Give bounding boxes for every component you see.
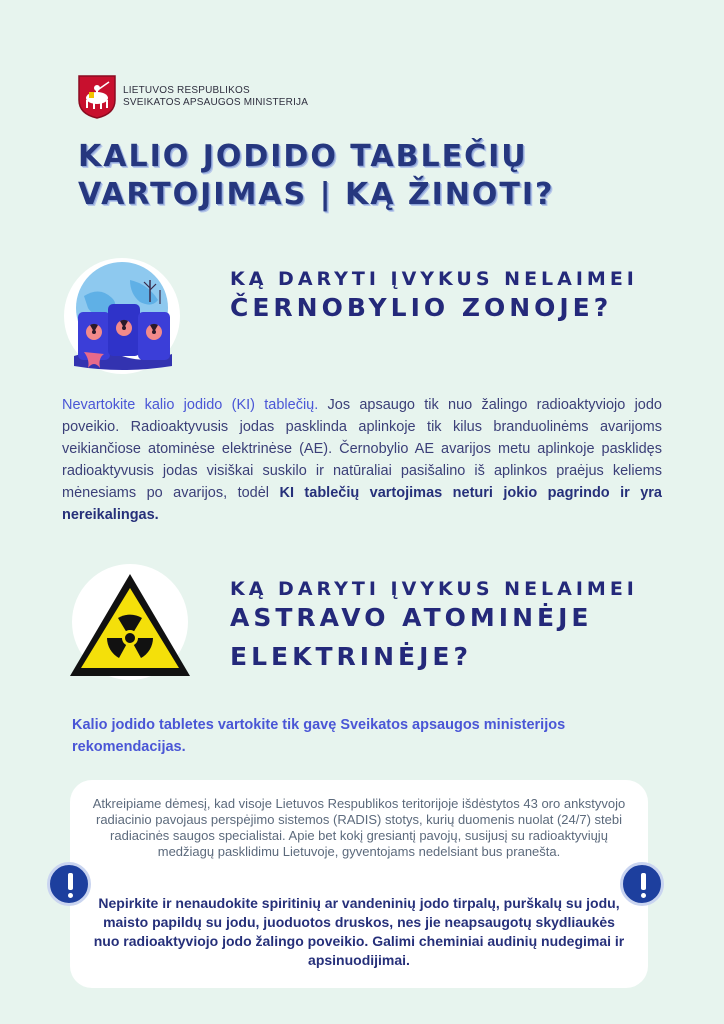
astravas-instruction: Kalio jodido tabletes vartokite tik gavę Sveikatos apsaugos ministerijos rekomendacijas. (72, 717, 566, 755)
chernobyl-lead: Nevartokite kalio jodido (KI) tablečių. (62, 397, 319, 413)
radiation-warning-triangle-icon (70, 562, 200, 686)
notice-card (70, 780, 648, 988)
astravas-heading-line-2: ASTRAVO ATOMINĖJE (230, 603, 593, 632)
ministry-line-2: SVEIKATOS APSAUGOS MINISTERIJA (123, 97, 309, 108)
exclamation-bar (641, 873, 646, 890)
exclamation-icon (620, 862, 664, 906)
exclamation-icon (47, 862, 91, 906)
exclamation-dot (68, 893, 73, 898)
chernobyl-body (62, 394, 662, 526)
ministry-header (77, 74, 308, 120)
chernobyl-body-text: Jos apsaugo tik nuo žalingo radioaktyviojo jodo poveikio. Radioaktyvusis jodas pasklinda aplinkoje tik kilus branduolinėms avarijoms veikiančiose atominėse elektrinėse (AE). Černobylio AE avarijos metu aplinkoje pasklidęs radioaktyvusis jodas visiškai suskilo ir natūraliai pasišalino iš aplinkos praėjus keliems mėnesiams po avarijos, todėl (62, 397, 662, 501)
ministry-name (123, 85, 308, 109)
page-title (78, 138, 678, 214)
title-line-2: VARTOJIMAS | KĄ ŽINOTI? (78, 177, 555, 212)
radioactive-barrels-globe-icon (60, 256, 184, 380)
chernobyl-heading-line-1: KĄ DARYTI ĮVYKUS NELAIMEI (230, 268, 638, 290)
ministry-line-1: LIETUVOS RESPUBLIKOS (123, 85, 250, 96)
title-line-1: KALIO JODIDO TABLEČIŲ (78, 139, 528, 174)
notice-warning-text: Nepirkite ir nenaudokite spiritinių ar vandeninių jodo tirpalų, purškalų su jodu, maisto papildų su jodu, juoduotos druskos, nes jie neapsaugotų skydliaukės nuo radioaktyviojo jodo žalingo poveikio. Galimi cheminiai audinių nudegimai ir apsinuodijimai. (93, 895, 625, 968)
exclamation-dot (641, 893, 646, 898)
astravas-heading-line-1: KĄ DARYTI ĮVYKUS NELAIMEI (230, 578, 638, 600)
chernobyl-heading-line-2: ČERNOBYLIO ZONOJE? (230, 293, 613, 322)
notice-info-text: Atkreipiame dėmesį, kad visoje Lietuvos Respublikos teritorijoje išdėstytos 43 oro ankstyvojo radiacinio pavojaus perspėjimo sistemos (RADIS) stotys, kurių duomenis nuolat (24/7) stebi radiacinės saugos specialistai. Apie bet kokį gresiantį pavojų, susijusį su radioaktyviųjų medžiagų pasklidimu Lietuvoje, gyventojams nedelsiant bus pranešta. (92, 796, 626, 859)
exclamation-bar (68, 873, 73, 890)
astravas-heading-line-3: ELEKTRINĖJE? (230, 642, 472, 671)
coat-of-arms-icon (77, 74, 117, 120)
chernobyl-conclusion: KI tablečių vartojimas neturi jokio pagrindo ir yra nereikalingas. (62, 485, 662, 523)
